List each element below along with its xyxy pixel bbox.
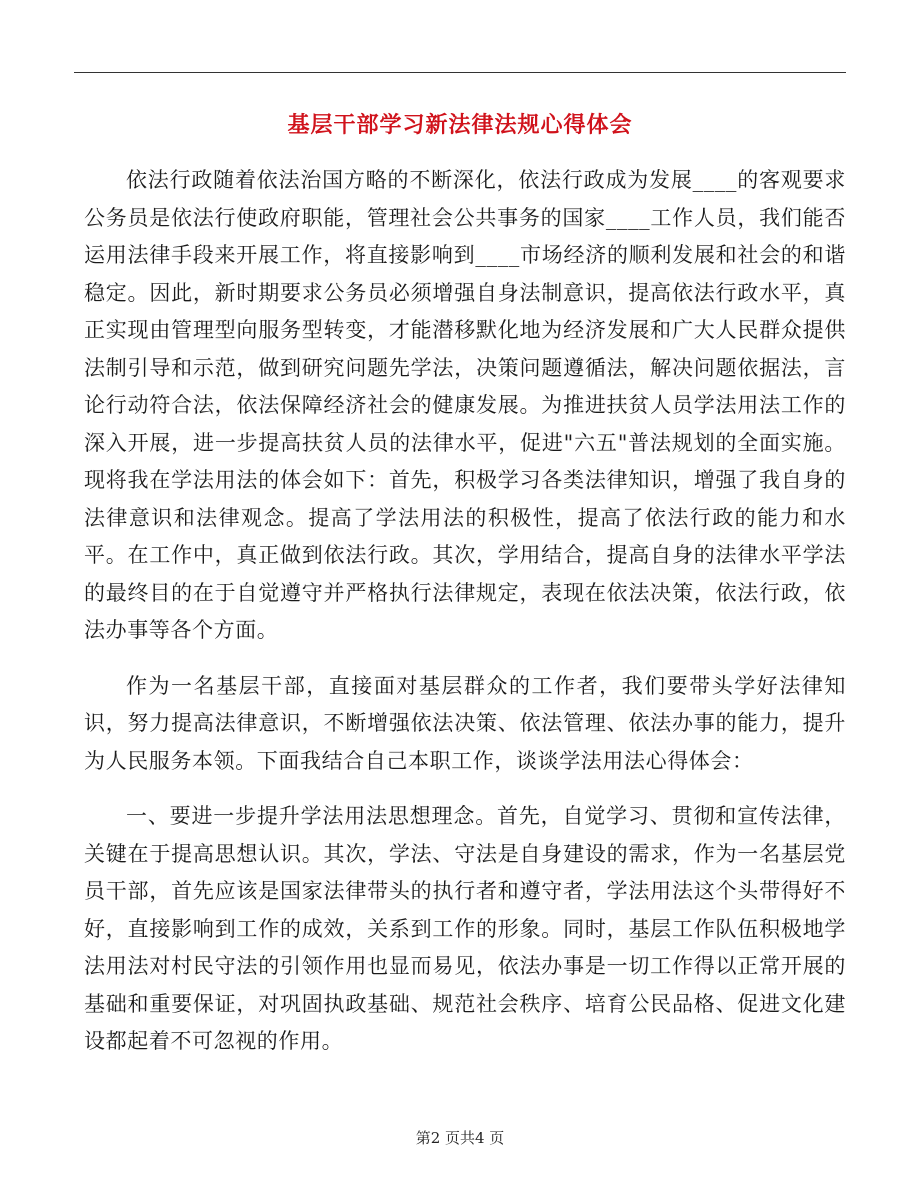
header-rule: [74, 72, 846, 73]
body-paragraph: 一、要进一步提升学法用法思想理念。首先，自觉学习、贯彻和宣传法律，关键在于提高思想认识。其次，学法、守法是自身建设的需求，作为一名基层党员干部，首先应该是国家法律带头的执行者和遵守者，学法用法这个头带得好不好，直接影响到工作的成效，关系到工作的形象。同时，基层工作队伍积极地学法用法对村民守法的引领作用也显而易见，依法办事是一切工作得以正常开展的基础和重要保证，对巩固执政基础、规范社会秩序、培育公民品格、促进文化建设都起着不可忽视的作用。: [84, 804, 846, 1053]
document-title: 基层干部学习新法律法规心得体会: [287, 112, 633, 138]
document-body: [84, 162, 846, 1079]
page-number-footer: 第2 页共4 页: [415, 1129, 505, 1147]
body-paragraph: 依法行政随着依法治国方略的不断深化，依法行政成为发展____的客观要求公务员是依法行使政府职能，管理社会公共事务的国家____工作人员，我们能否运用法律手段来开展工作，将直接影响到____市场经济的顺利发展和社会的和谐稳定。因此，新时期要求公务员必须增强自身法制意识，提高依法行政水平，真正实现由管理型向服务型转变，才能潜移默化地为经济发展和广大人民群众提供法制引导和示范，做到研究问题先学法，决策问题遵循法，解决问题依据法，言论行动符合法，依法保障经济社会的健康发展。为推进扶贫人员学法用法工作的深入开展，进一步提高扶贫人员的法律水平，促进"六五"普法规划的全面实施。现将我在学法用法的体会如下：首先，积极学习各类法律知识，增强了我自身的法律意识和法律观念。提高了学法用法的积极性，提高了依法行政的能力和水平。在工作中，真正做到依法行政。其次，学用结合，提高自身的法律水平学法的最终目的在于自觉遵守并严格执行法律规定，表现在依法决策，依法行政，依法办事等各个方面。: [84, 168, 846, 642]
body-paragraph: 作为一名基层干部，直接面对基层群众的工作者，我们要带头学好法律知识，努力提高法律意识，不断增强依法决策、依法管理、依法办事的能力，提升为人民服务本领。下面我结合自己本职工作，谈谈学法用法心得体会：: [84, 673, 846, 773]
